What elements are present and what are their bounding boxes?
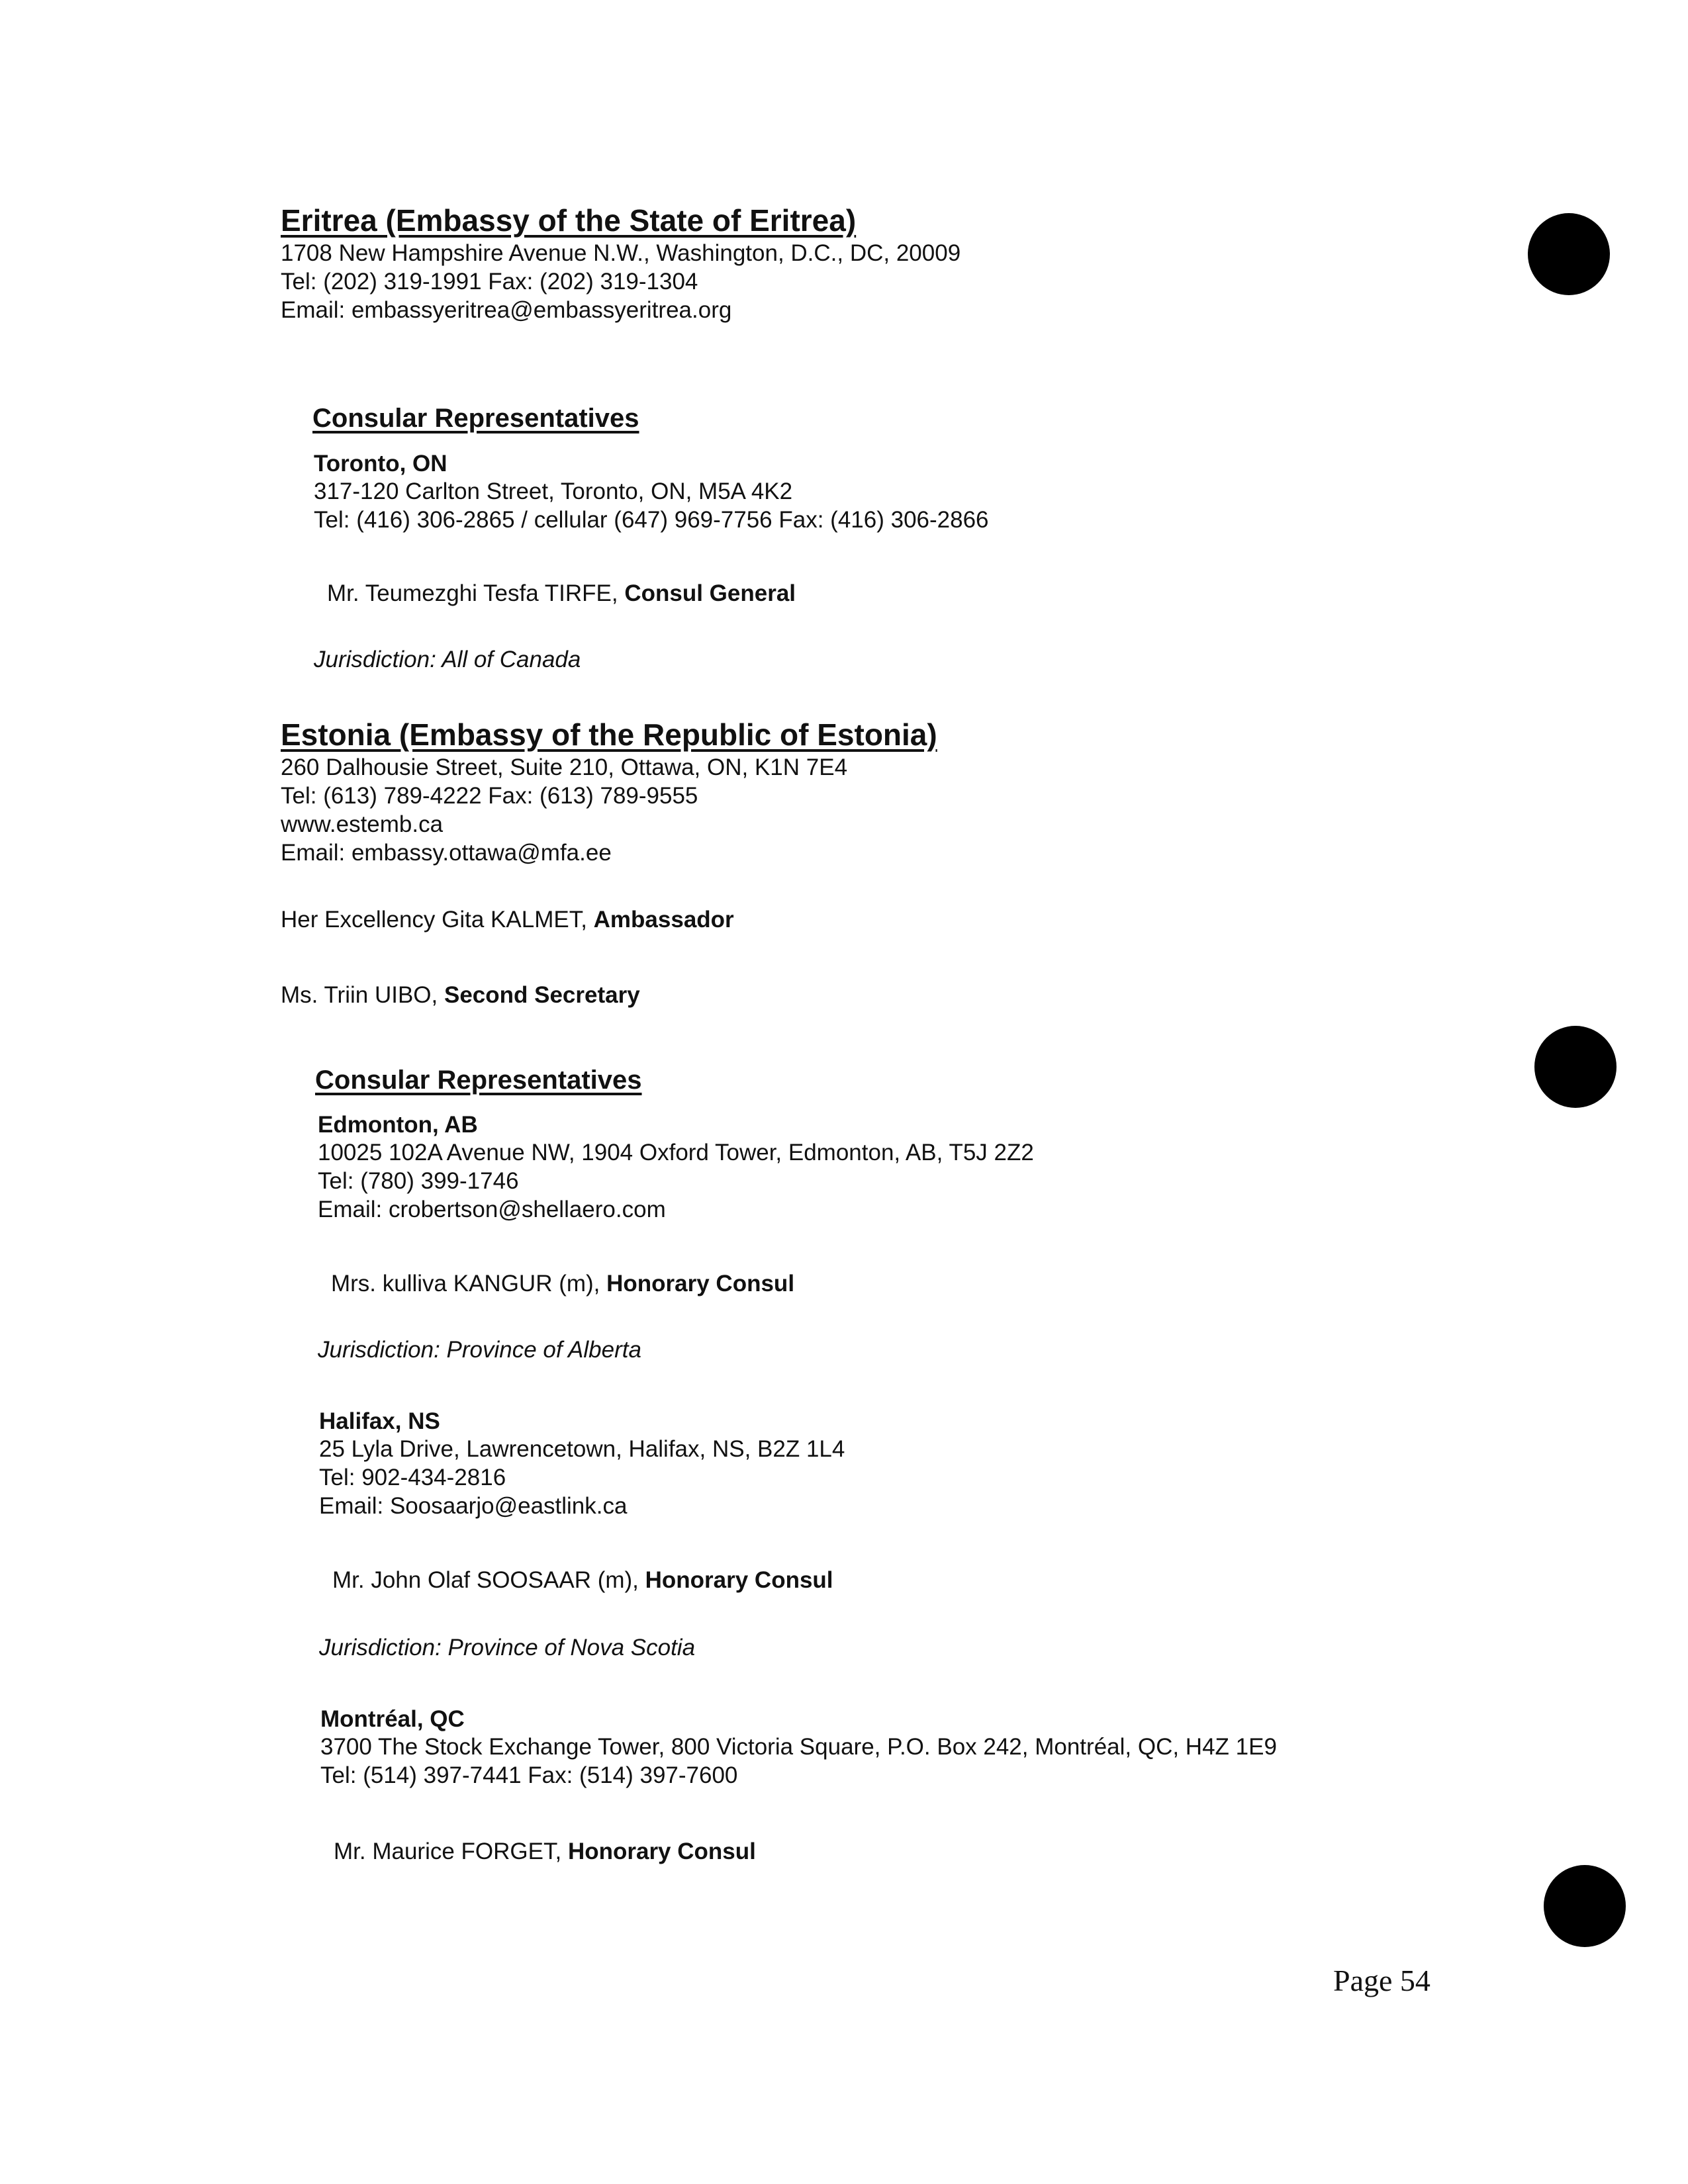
person-name: Mr. Teumezghi Tesfa TIRFE, [327,580,625,606]
estonia-montreal-person [334,1837,756,1866]
person-title: Honorary Consul [567,1839,756,1864]
estonia-edmonton-email: Email: crobertson@shellaero.com [318,1197,666,1222]
estonia-email: Email: embassy.ottawa@mfa.ee [281,840,612,866]
estonia-halifax-jurisdiction: Jurisdiction: Province of Nova Scotia [319,1635,696,1661]
eritrea-toronto-address: 317-120 Carlton Street, Toronto, ON, M5A 4K2 [314,478,793,504]
estonia-halifax-city: Halifax, NS [319,1408,440,1434]
ambassador-name: Her Excellency Gita KALMET, [281,907,594,933]
estonia-montreal-city: Montréal, QC [320,1706,465,1732]
estonia-montreal-tel-fax: Tel: (514) 397-7441 Fax: (514) 397-7600 [320,1762,738,1788]
estonia-halifax-email: Email: Soosaarjo@eastlink.ca [319,1493,628,1519]
person-title: Consul General [624,580,796,606]
person-name: Mrs. kulliva KANGUR (m), [331,1271,607,1297]
eritrea-address: 1708 New Hampshire Avenue N.W., Washington, D.C., DC, 20009 [281,240,961,266]
estonia-edmonton-city: Edmonton, AB [318,1112,478,1138]
estonia-website: www.estemb.ca [281,811,444,837]
page-number: Page 54 [1333,1964,1430,1997]
estonia-edmonton-address: 10025 102A Avenue NW, 1904 Oxford Tower, Edmonton, AB, T5J 2Z2 [318,1140,1034,1165]
eritrea-toronto-jurisdiction: Jurisdiction: All of Canada [314,647,581,672]
punch-hole-middle [1534,1026,1617,1108]
estonia-heading: Estonia (Embassy of the Republic of Estonia) [281,717,937,752]
estonia-montreal-address: 3700 The Stock Exchange Tower, 800 Victoria Square, P.O. Box 242, Montréal, QC, H4Z 1E9 [320,1734,1277,1760]
eritrea-tel-fax: Tel: (202) 319-1991 Fax: (202) 319-1304 [281,269,698,295]
estonia-halifax-address: 25 Lyla Drive, Lawrencetown, Halifax, NS, B2Z 1L4 [319,1436,845,1462]
estonia-secretary [281,981,640,1009]
punch-hole-top [1528,213,1610,295]
estonia-edmonton-jurisdiction: Jurisdiction: Province of Alberta [318,1337,641,1363]
estonia-halifax-tel: Tel: 902-434-2816 [319,1465,506,1490]
eritrea-toronto-person [327,579,796,608]
eritrea-heading: Eritrea (Embassy of the State of Eritrea) [281,203,857,238]
estonia-ambassador [281,905,734,934]
estonia-address: 260 Dalhousie Street, Suite 210, Ottawa, ON, K1N 7E4 [281,754,848,780]
ambassador-title: Ambassador [593,907,734,933]
eritrea-consular-heading: Consular Representatives [312,404,639,433]
eritrea-email: Email: embassyeritrea@embassyeritrea.org [281,297,732,323]
person-title: Honorary Consul [606,1271,795,1297]
punch-hole-bottom [1544,1865,1626,1947]
secretary-name: Ms. Triin UIBO, [281,982,444,1008]
estonia-tel-fax: Tel: (613) 789-4222 Fax: (613) 789-9555 [281,783,698,809]
eritrea-toronto-tel: Tel: (416) 306-2865 / cellular (647) 969-7756 Fax: (416) 306-2866 [314,507,989,533]
estonia-consular-heading: Consular Representatives [315,1066,642,1095]
estonia-edmonton-tel: Tel: (780) 399-1746 [318,1168,519,1194]
eritrea-toronto-city: Toronto, ON [314,451,447,477]
person-name: Mr. John Olaf SOOSAAR (m), [332,1567,645,1593]
secretary-title: Second Secretary [444,982,640,1008]
person-name: Mr. Maurice FORGET, [334,1839,568,1864]
estonia-edmonton-person [331,1269,794,1298]
person-title: Honorary Consul [645,1567,833,1593]
estonia-halifax-person [332,1566,833,1594]
